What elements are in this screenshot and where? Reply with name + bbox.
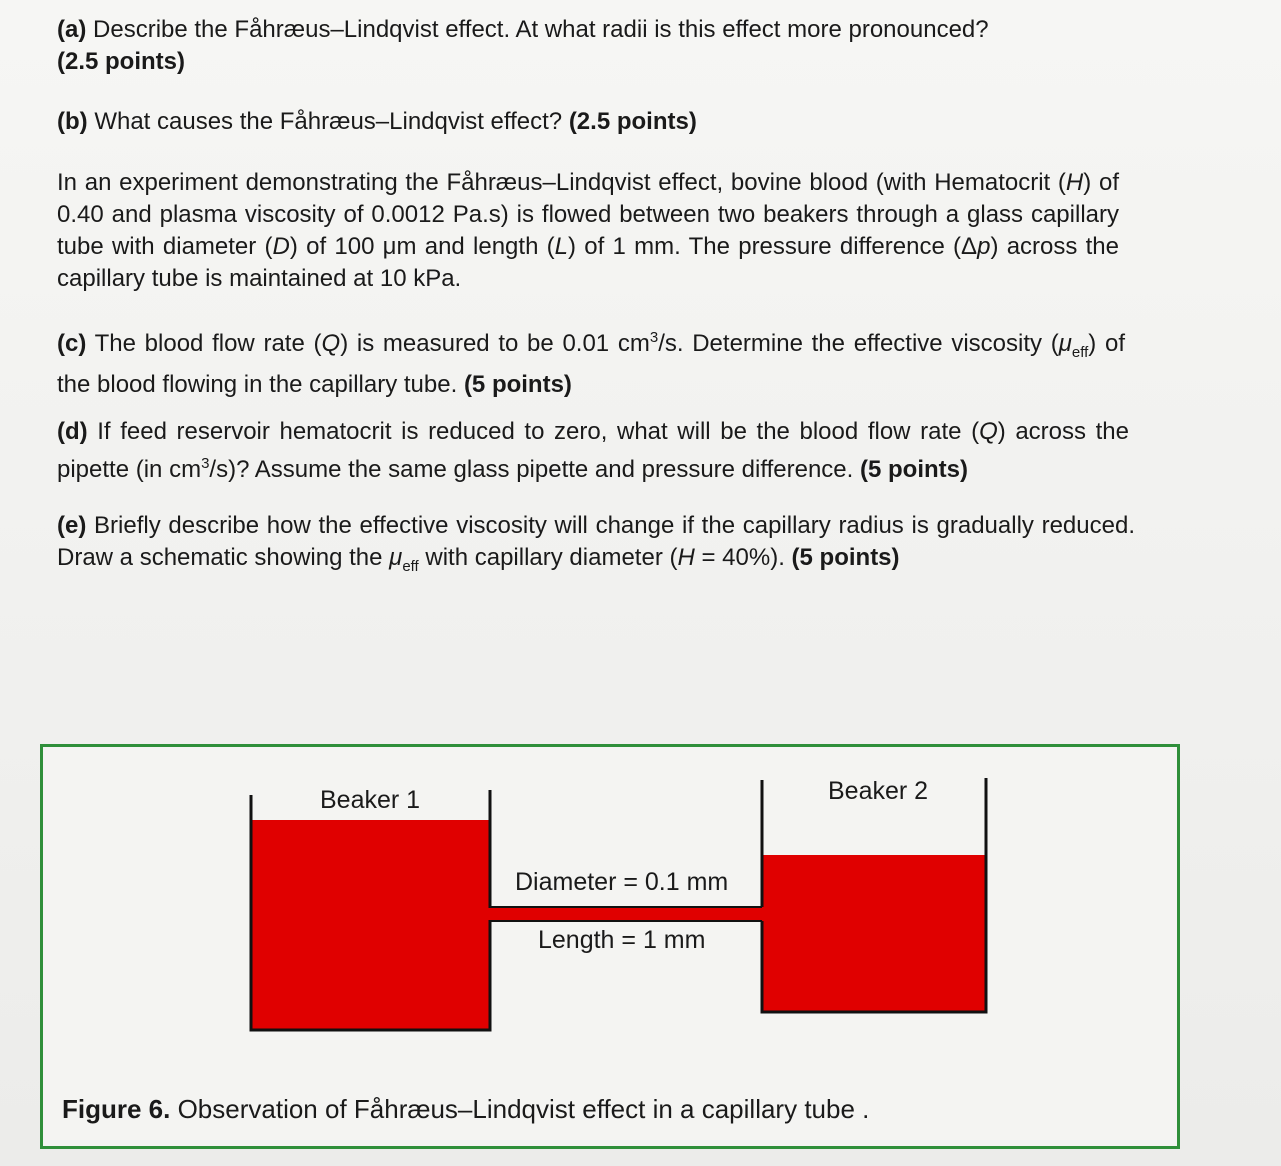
beaker-1-blood xyxy=(251,820,490,1030)
question-e-text-3: = 40%). xyxy=(694,544,785,571)
question-a-text: Describe the Fåhræus–Lindqvist effect. At what radii is this effect more pronounced? xyxy=(93,16,989,43)
diameter-label: Diameter = 0.1 mm xyxy=(515,868,729,896)
question-c-var-q: Q xyxy=(321,330,341,357)
question-d-var-q: Q xyxy=(979,418,998,445)
question-c-points: (5 points) xyxy=(463,370,572,398)
figure-caption-text: Observation of Fåhræus–Lindqvist effect in a capillary tube . xyxy=(170,1094,870,1124)
question-e-text-2: with capillary diameter ( xyxy=(418,544,678,571)
question-d-text-2: ) across the pipette (in cm xyxy=(57,418,1129,483)
intro-text-3: ) of 100 μm and length ( xyxy=(289,233,555,260)
intro-text-1: In an experiment demonstrating the Fåhræus–Lindqvist effect, bovine blood (with Hematocrit ( xyxy=(57,169,1066,196)
intro-var-h: H xyxy=(1065,169,1084,196)
figure-caption xyxy=(62,1094,869,1125)
question-c-letter: (c) xyxy=(57,330,87,357)
question-c-text-3: /s. Determine the effective viscosity ( xyxy=(658,330,1059,357)
question-c-text-4: ) of the blood flowing in the capillary tube. xyxy=(57,330,1125,398)
question-c-text-1: The blood flow rate ( xyxy=(94,330,322,357)
question-e-sub: eff xyxy=(402,557,419,575)
question-d-points: (5 points) xyxy=(860,456,968,483)
intro-var-d: D xyxy=(272,233,290,260)
capillary-blood xyxy=(490,908,762,920)
question-e-letter: (e) xyxy=(57,512,87,539)
intro-text-4: ) of 1 mm. The pressure difference (Δ xyxy=(568,233,978,260)
intro-text-2: ) of 0.40 and plasma viscosity of 0.0012 Pa.s) is flowed between two beakers through a glass capillary tube with diameter ( xyxy=(57,169,1119,260)
question-e-text-1: Briefly describe how the effective viscosity will change if the capillary radius is gradually reduced. Draw a schematic showing the xyxy=(57,512,1135,571)
question-b-letter: (b) xyxy=(57,108,88,135)
intro-var-l: L xyxy=(554,233,569,260)
intro-text-5: ) across the capillary tube is maintained at 10 kPa. xyxy=(57,233,1119,292)
question-d-sup: 3 xyxy=(201,455,210,472)
intro-var-p: p xyxy=(977,233,991,260)
question-c-sup: 3 xyxy=(649,329,659,346)
question-c-mu: μ xyxy=(1058,330,1072,357)
question-b-text: What causes the Fåhræus–Lindqvist effect? xyxy=(94,108,563,135)
figure-caption-label: Figure 6. xyxy=(62,1094,171,1124)
question-d-text-1: If feed reservoir hematocrit is reduced to zero, what will be the blood flow rate ( xyxy=(97,418,980,445)
beaker-2-blood xyxy=(762,855,986,1012)
length-label: Length = 1 mm xyxy=(538,926,706,954)
question-d-text-3: /s)? Assume the same glass pipette and pressure difference. xyxy=(209,456,854,483)
question-a-points: (2.5 points) xyxy=(57,48,186,75)
question-d-letter: (d) xyxy=(57,418,88,445)
question-c-sub: eff xyxy=(1071,343,1089,361)
question-b-points: (2.5 points) xyxy=(568,108,697,135)
beaker-2-label: Beaker 2 xyxy=(828,777,929,805)
question-a-letter: (a) xyxy=(57,16,87,43)
question-e-var-h: H xyxy=(677,544,695,571)
beaker-1-label: Beaker 1 xyxy=(320,786,421,814)
question-e-mu: μ xyxy=(389,544,403,571)
question-c-text-2: ) is measured to be 0.01 cm xyxy=(340,330,650,357)
question-e-points: (5 points) xyxy=(791,544,900,571)
